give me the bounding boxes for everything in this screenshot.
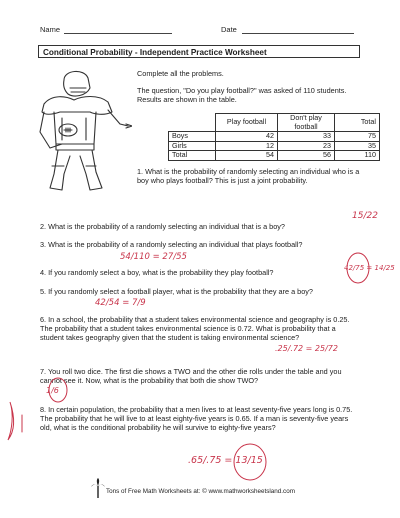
table-cell: 23 bbox=[278, 141, 335, 151]
worksheet-title: Conditional Probability - Independent Practice Worksheet bbox=[38, 45, 360, 58]
instructions-text: Complete all the problems. bbox=[137, 69, 224, 78]
question-3: 3. What is the probability of a randomly selecting an individual that plays football? bbox=[40, 240, 303, 249]
table-header-row bbox=[169, 114, 380, 132]
handwritten-answer-q8: .65/.75 = 13/15 bbox=[188, 455, 263, 466]
table-cell: 12 bbox=[216, 141, 278, 151]
table-header-cell: Play football bbox=[216, 114, 278, 132]
table-row bbox=[169, 151, 380, 161]
question-5: 5. If you randomly select a football player, what is the probability that they are a boy? bbox=[40, 287, 313, 296]
table-cell: Boys bbox=[169, 132, 216, 142]
table-cell: 75 bbox=[335, 132, 380, 142]
question-2: 2. What is the probability of a randomly selecting an individual that is a boy? bbox=[40, 222, 285, 231]
question-1: 1. What is the probability of randomly selecting an individual who is a boy who plays football? This is just a joint probability. bbox=[137, 167, 360, 186]
handwritten-answer-q6: .25/.72 = 25/72 bbox=[275, 344, 338, 353]
margin-mark bbox=[8, 402, 14, 440]
question-7: 7. You roll two dice. The first die shows a TWO and the other die rolls under the table and you cannot see it. Now, what is the probability that both die show TWO? bbox=[40, 367, 342, 386]
table-cell: 54 bbox=[216, 151, 278, 161]
table-cell: Girls bbox=[169, 141, 216, 151]
question-8: 8. In certain population, the probability that a men lives to at least seventy-five years long is 0.75. The probability that he will live to at least eighty-five years is 0.65. If a man is seventy-five years old, what is the conditional probability he will survive to eighty-five years? bbox=[40, 405, 353, 433]
name-line bbox=[64, 33, 172, 34]
name-label: Name bbox=[40, 25, 61, 34]
table-row bbox=[169, 132, 380, 142]
table-cell: 42 bbox=[216, 132, 278, 142]
handwritten-answer-q7: 1/6 bbox=[46, 386, 59, 395]
table-cell: 56 bbox=[278, 151, 335, 161]
question-6: 6. In a school, the probability that a student takes environmental science and geography is 0.25. The probability that a student takes environmental science is 0.72. What is probability that a student takes geography given that the student is taking environmental science? bbox=[40, 315, 350, 343]
handwritten-answer-q3: 54/110 = 27/55 bbox=[120, 252, 187, 262]
table-header-cell: Total bbox=[335, 114, 380, 132]
table-cell: Total bbox=[169, 151, 216, 161]
footer-text: Tons of Free Math Worksheets at: © www.mathworksheetsland.com bbox=[106, 488, 295, 495]
table-header-cell bbox=[169, 114, 216, 132]
handwritten-answer-q4: 42/75 = 14/25 bbox=[344, 264, 395, 272]
table-cell: 35 bbox=[335, 141, 380, 151]
palm-tree-icon bbox=[91, 478, 105, 498]
date-label: Date bbox=[221, 25, 237, 34]
table-header-cell: Don't play football bbox=[278, 114, 335, 132]
table-cell: 110 bbox=[335, 151, 380, 161]
table-row bbox=[169, 141, 380, 151]
table-cell: 33 bbox=[278, 132, 335, 142]
football-player-illustration bbox=[24, 66, 132, 196]
question-4: 4. If you randomly select a boy, what is the probability they play football? bbox=[40, 268, 274, 277]
intro-text: The question, "Do you play football?" was asked of 110 students. Results are shown in the table. bbox=[137, 86, 347, 105]
handwritten-answer-q5: 42/54 = 7/9 bbox=[95, 298, 146, 308]
handwritten-answer-q2: 15/22 bbox=[352, 211, 378, 221]
football-survey-table bbox=[168, 113, 380, 161]
date-line bbox=[242, 33, 354, 34]
